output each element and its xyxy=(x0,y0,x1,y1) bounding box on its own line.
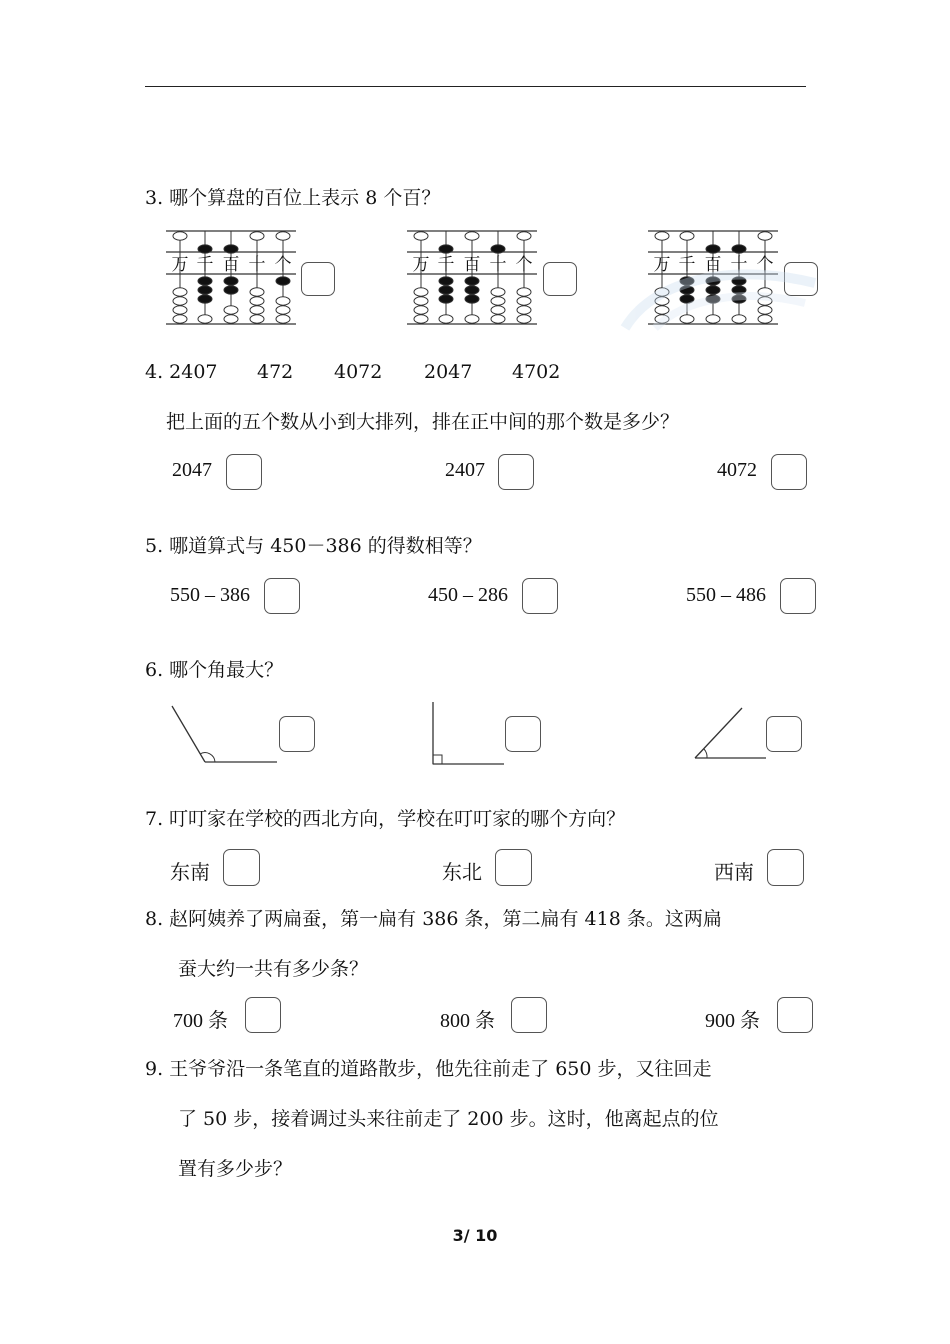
option-q4-c: 4072 xyxy=(717,459,757,481)
answer-box-q7-c[interactable] xyxy=(767,849,804,886)
abacus-place-label: 个 xyxy=(274,255,292,275)
abacus-lower-bead-active xyxy=(224,277,238,285)
abacus-upper-bead-active xyxy=(706,245,720,253)
abacus-upper-bead xyxy=(680,232,694,240)
answer-box-q7-b[interactable] xyxy=(495,849,532,886)
answer-box-q8-a[interactable] xyxy=(245,997,281,1033)
abacus-lower-bead-active xyxy=(465,286,479,294)
answer-box-q4-c[interactable] xyxy=(771,454,807,490)
abacus-upper-bead-active xyxy=(732,245,746,253)
abacus-place-label: 万 xyxy=(171,255,189,275)
abacus-upper-bead xyxy=(414,232,428,240)
abacus-lower-bead-active xyxy=(439,295,453,303)
abacus-place-label: 百 xyxy=(222,255,240,275)
abacus-lower-bead xyxy=(173,315,187,323)
abacus-lower-bead xyxy=(276,297,290,305)
abacus-lower-bead-active xyxy=(465,277,479,285)
option-q8-c: 900 条 xyxy=(705,1010,760,1032)
abacus-lower-bead xyxy=(491,288,505,296)
right-angle-figure xyxy=(426,700,516,770)
abacus-lower-bead xyxy=(491,297,505,305)
abacus-lower-bead-active xyxy=(224,286,238,294)
abacus-upper-bead-active xyxy=(198,245,212,253)
question-9-line1: 9. 王爷爷沿一条笔直的道路散步，他先往前走了 650 步，又往回走 xyxy=(145,1058,712,1080)
option-q4-a: 2047 xyxy=(172,459,212,481)
abacus-upper-bead xyxy=(758,232,772,240)
answer-box-q4-b[interactable] xyxy=(498,454,534,490)
abacus-lower-bead xyxy=(173,306,187,314)
abacus-lower-bead xyxy=(224,315,238,323)
abacus-upper-bead-active xyxy=(491,245,505,253)
abacus-place-label: 千 xyxy=(678,255,696,275)
abacus-option-1 xyxy=(166,229,301,329)
question-4-n1: 4. 2407 xyxy=(145,361,218,383)
answer-box-q5-a[interactable] xyxy=(264,578,300,614)
abacus-lower-bead xyxy=(250,288,264,296)
question-4-n4: 2047 xyxy=(424,361,473,383)
abacus-place-label: 个 xyxy=(515,255,533,275)
option-q7-b: 东北 xyxy=(442,862,482,884)
abacus-lower-bead-active xyxy=(439,286,453,294)
option-q7-c: 西南 xyxy=(714,862,754,884)
answer-box-q7-a[interactable] xyxy=(223,849,260,886)
answer-box-q6-b[interactable] xyxy=(505,716,541,752)
question-8-line2: 蚕大约一共有多少条？ xyxy=(178,958,369,980)
question-4-n5: 4702 xyxy=(512,361,561,383)
abacus-lower-bead xyxy=(250,306,264,314)
abacus-lower-bead-active xyxy=(198,295,212,303)
abacus-lower-bead xyxy=(414,297,428,305)
question-4-n3: 4072 xyxy=(334,361,383,383)
abacus-upper-bead xyxy=(465,232,479,240)
answer-box-q3-a[interactable] xyxy=(301,262,335,296)
abacus-lower-bead xyxy=(517,306,531,314)
abacus-place-label: 百 xyxy=(704,255,722,275)
abacus-place-label: 百 xyxy=(463,255,481,275)
answer-box-q4-a[interactable] xyxy=(226,454,262,490)
option-q5-a: 550 – 386 xyxy=(170,584,250,606)
page-number: 3/ 10 xyxy=(452,1226,498,1245)
header-rule xyxy=(145,86,806,87)
question-7-text: 7. 叮叮家在学校的西北方向，学校在叮叮家的哪个方向？ xyxy=(145,808,626,830)
abacus-lower-bead xyxy=(517,288,531,296)
abacus-lower-bead xyxy=(414,288,428,296)
option-q8-a: 700 条 xyxy=(173,1010,228,1032)
abacus-lower-bead xyxy=(276,306,290,314)
abacus-lower-bead-active xyxy=(465,295,479,303)
abacus-upper-bead xyxy=(276,232,290,240)
question-9-line2: 了 50 步，接着调过头来往前走了 200 步。这时，他离起点的位 xyxy=(178,1108,719,1130)
abacus-lower-bead xyxy=(517,315,531,323)
abacus-lower-bead xyxy=(465,315,479,323)
abacus-place-label: 万 xyxy=(653,255,671,275)
question-3-text: 3. 哪个算盘的百位上表示 8 个百？ xyxy=(145,187,441,209)
abacus-upper-bead xyxy=(250,232,264,240)
option-q5-c: 550 – 486 xyxy=(686,584,766,606)
abacus-lower-bead xyxy=(517,297,531,305)
abacus-place-label: 千 xyxy=(437,255,455,275)
abacus-lower-bead xyxy=(414,306,428,314)
acute-angle-figure xyxy=(690,700,770,770)
abacus-place-label: 十 xyxy=(489,255,507,275)
answer-box-q8-c[interactable] xyxy=(777,997,813,1033)
abacus-lower-bead xyxy=(276,315,290,323)
abacus-upper-bead-active xyxy=(439,245,453,253)
answer-box-q3-b[interactable] xyxy=(543,262,577,296)
abacus-place-label: 万 xyxy=(412,255,430,275)
question-6-text: 6. 哪个角最大？ xyxy=(145,659,284,681)
abacus-lower-bead-active xyxy=(276,277,290,285)
answer-box-q5-b[interactable] xyxy=(522,578,558,614)
abacus-lower-bead xyxy=(414,315,428,323)
abacus-lower-bead-active xyxy=(198,277,212,285)
option-q5-b: 450 – 286 xyxy=(428,584,508,606)
abacus-place-label: 十 xyxy=(248,255,266,275)
abacus-upper-bead xyxy=(173,232,187,240)
abacus-lower-bead xyxy=(250,297,264,305)
abacus-upper-bead-active xyxy=(224,245,238,253)
abacus-lower-bead xyxy=(250,315,264,323)
answer-box-q5-c[interactable] xyxy=(780,578,816,614)
abacus-lower-bead xyxy=(491,315,505,323)
watermark-logo xyxy=(615,258,815,328)
abacus-lower-bead xyxy=(173,288,187,296)
abacus-lower-bead-active xyxy=(198,286,212,294)
abacus-upper-bead xyxy=(655,232,669,240)
abacus-option-2 xyxy=(407,229,542,329)
option-q8-b: 800 条 xyxy=(440,1010,495,1032)
question-8-line1: 8. 赵阿姨养了两扁蚕，第一扁有 386 条，第二扁有 418 条。这两扁 xyxy=(145,908,722,930)
option-q4-b: 2407 xyxy=(445,459,485,481)
question-9-line3: 置有多少步？ xyxy=(178,1158,293,1180)
abacus-lower-bead xyxy=(491,306,505,314)
abacus-place-label: 个 xyxy=(756,255,774,275)
question-4-text: 把上面的五个数从小到大排列，排在正中间的那个数是多少？ xyxy=(166,411,680,433)
abacus-lower-bead xyxy=(173,297,187,305)
option-q7-a: 东南 xyxy=(170,862,210,884)
answer-box-q6-c[interactable] xyxy=(766,716,802,752)
question-4-n2: 472 xyxy=(257,361,294,383)
answer-box-q6-a[interactable] xyxy=(279,716,315,752)
answer-box-q8-b[interactable] xyxy=(511,997,547,1033)
abacus-lower-bead xyxy=(198,315,212,323)
abacus-upper-bead xyxy=(517,232,531,240)
abacus-lower-bead xyxy=(439,315,453,323)
question-5-text: 5. 哪道算式与 450－386 的得数相等？ xyxy=(145,535,482,557)
abacus-lower-bead xyxy=(224,306,238,314)
abacus-place-label: 千 xyxy=(196,255,214,275)
abacus-lower-bead-active xyxy=(439,277,453,285)
obtuse-angle-figure xyxy=(165,700,285,770)
abacus-place-label: 十 xyxy=(730,255,748,275)
